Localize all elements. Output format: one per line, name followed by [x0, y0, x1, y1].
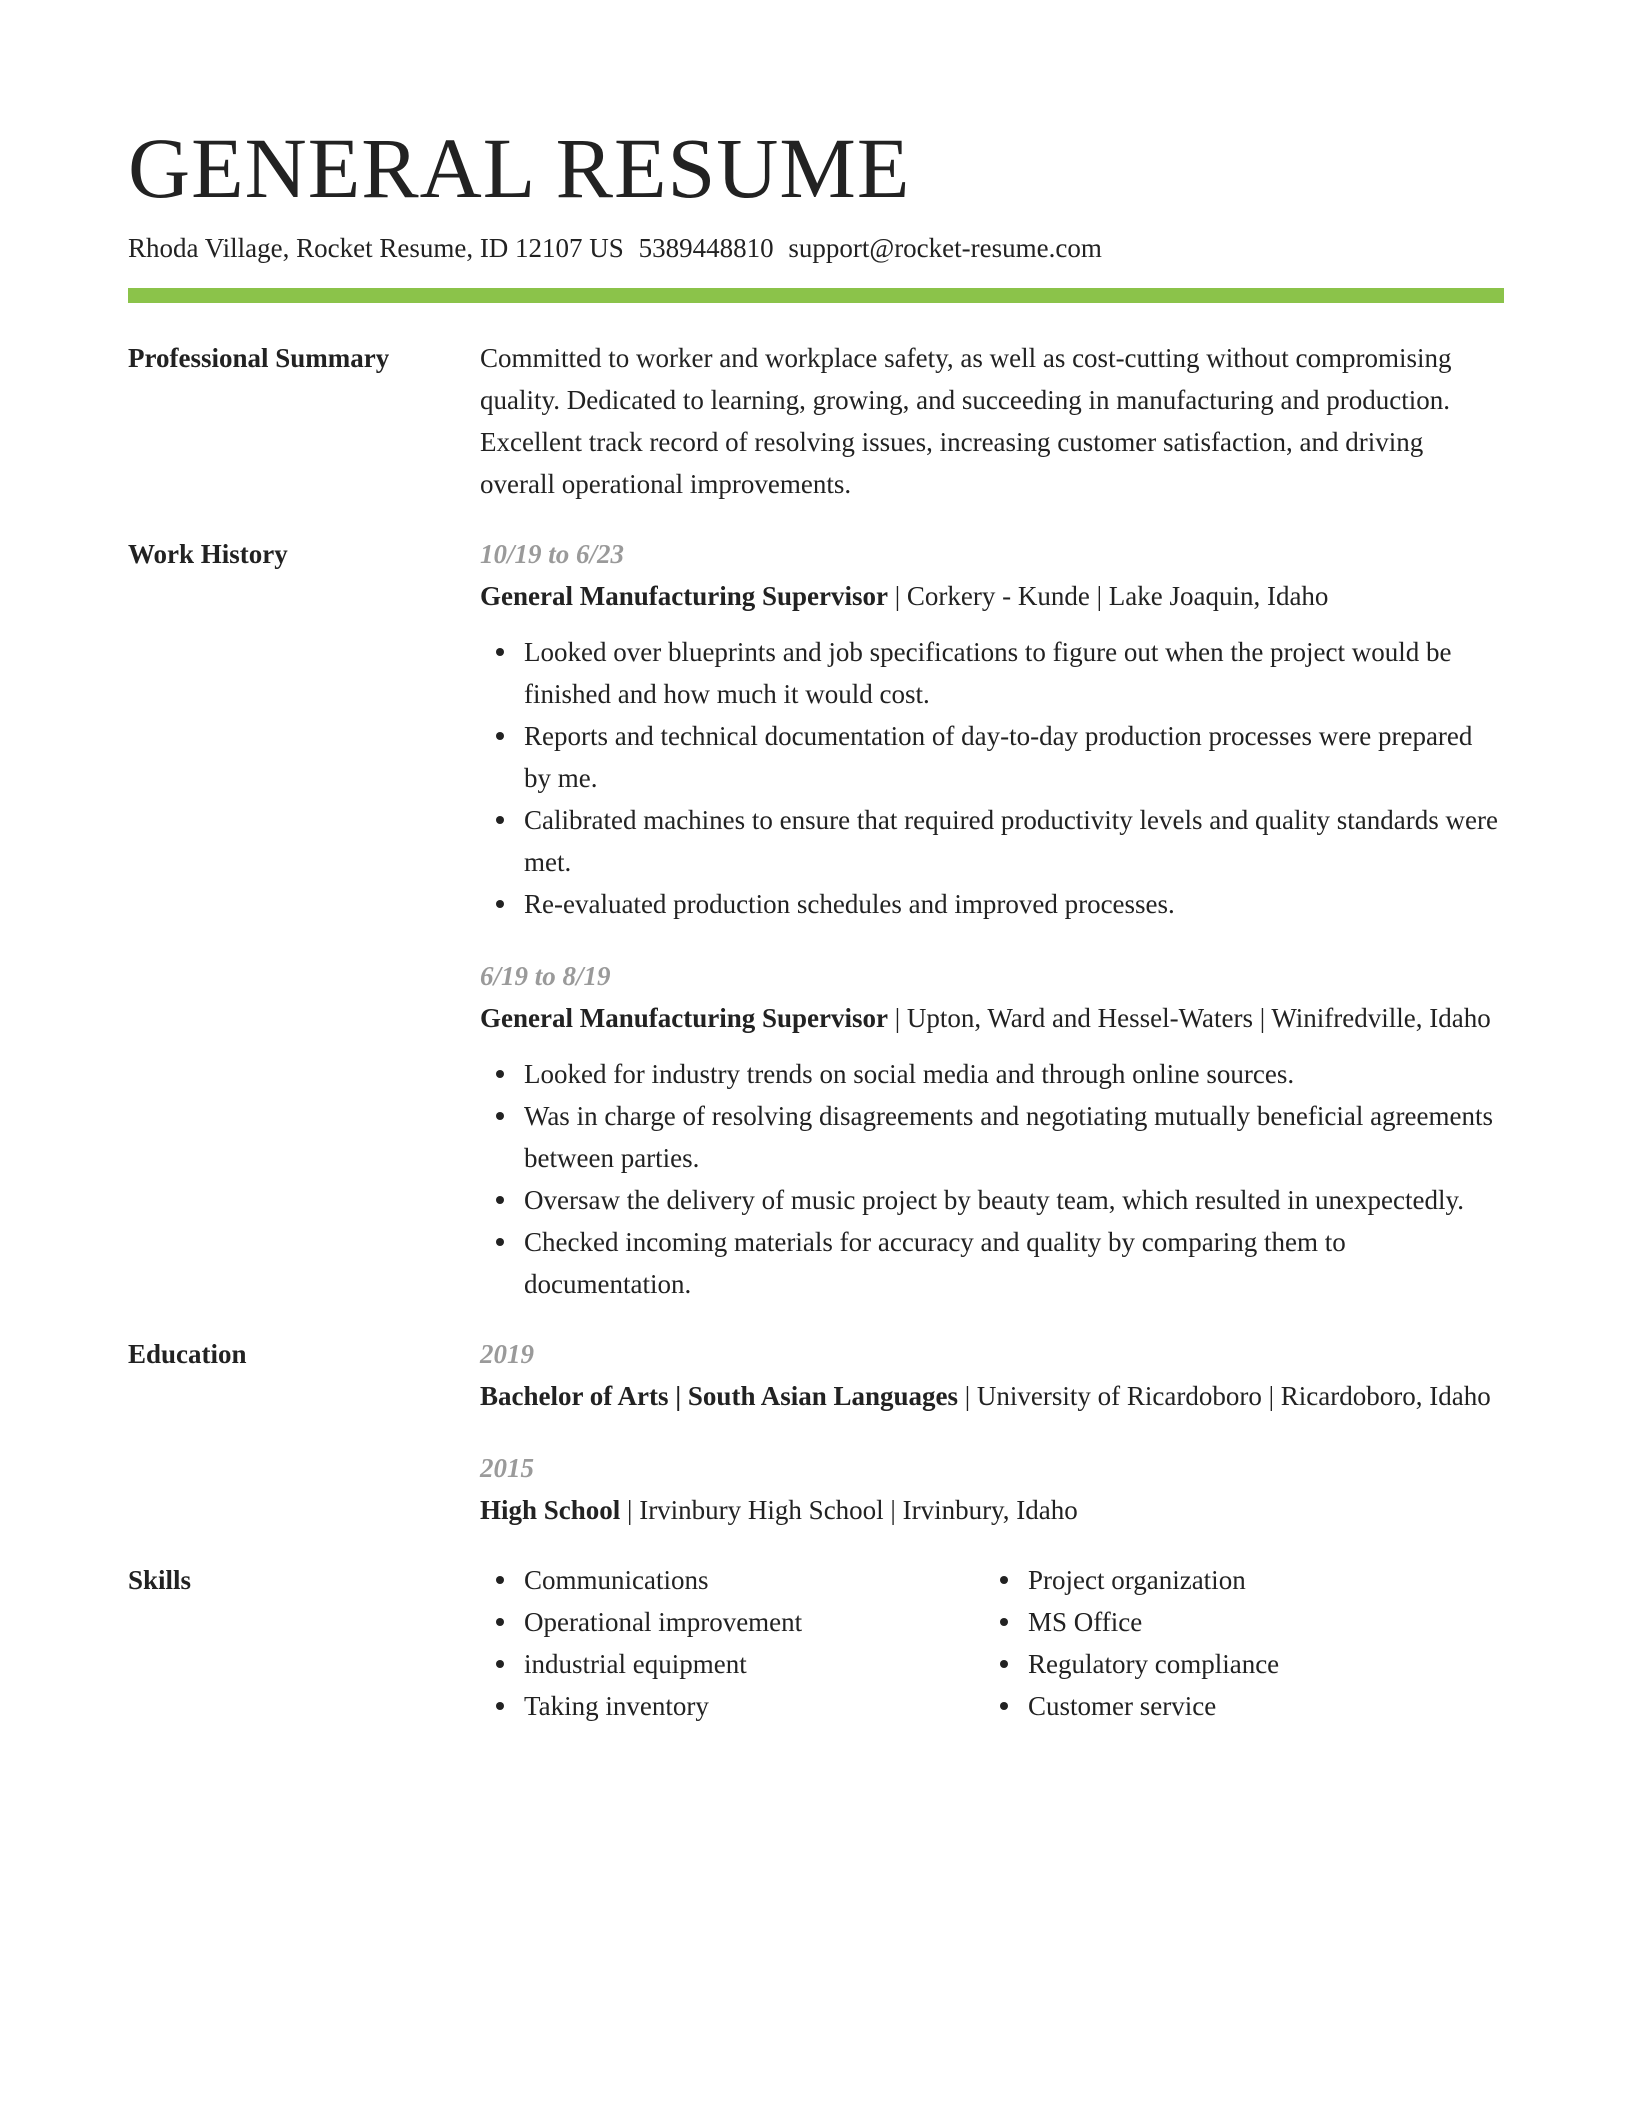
job-title-line [480, 997, 1504, 1039]
job-dates: 10/19 to 6/23 [480, 539, 625, 569]
header-divider [128, 288, 1504, 303]
job-bullets [480, 1053, 1504, 1305]
job-dates: 6/19 to 8/19 [480, 961, 611, 991]
education-section [128, 1333, 1504, 1531]
contact-phone: 5389448810 [638, 233, 774, 263]
skill-item: Operational improvement [524, 1601, 984, 1643]
education-entry [480, 1447, 1504, 1531]
skills-section [128, 1559, 1504, 1727]
job-title-line [480, 575, 1504, 617]
job-details: | Corkery - Kunde | Lake Joaquin, Idaho [887, 581, 1329, 611]
skill-item: Taking inventory [524, 1685, 984, 1727]
job-bullet: Looked for industry trends on social media and through online sources. [524, 1053, 1504, 1095]
education-degree: High School [480, 1495, 621, 1525]
job-title: General Manufacturing Supervisor [480, 1003, 888, 1033]
job-bullet: Checked incoming materials for accuracy and quality by comparing them to documentation. [524, 1221, 1504, 1305]
work-history-heading: Work History [128, 539, 288, 569]
job-bullet: Re-evaluated production schedules and improved processes. [524, 883, 1504, 925]
skill-item: Project organization [1028, 1559, 1488, 1601]
education-details: | Irvinbury High School | Irvinbury, Idaho [620, 1495, 1078, 1525]
job-bullet: Oversaw the delivery of music project by beauty team, which resulted in unexpectedly. [524, 1179, 1504, 1221]
education-year: 2019 [480, 1339, 534, 1369]
skill-item: Communications [524, 1559, 984, 1601]
skills-list [480, 1559, 984, 1727]
skill-item: Regulatory compliance [1028, 1643, 1488, 1685]
summary-text: Committed to worker and workplace safety, as well as cost-cutting without compromising quality. Dedicated to learning, growing, and succeeding in manufacturing and production. Excellent track record of resolving issues, increasing customer satisfaction, and driving overall operational improvements. [480, 343, 1452, 499]
work-history-section [128, 533, 1504, 1305]
education-body [480, 1333, 1504, 1531]
contact-address: Rhoda Village, Rocket Resume, ID 12107 US [128, 233, 624, 263]
resume-title: GENERAL RESUME [128, 120, 911, 216]
skills-column-left [480, 1559, 984, 1727]
contact-line [128, 230, 1504, 266]
contact-email: support@rocket-resume.com [788, 233, 1102, 263]
education-degree: Bachelor of Arts | South Asian Languages [480, 1381, 959, 1411]
job-bullets [480, 631, 1504, 925]
work-history-body [480, 533, 1504, 1305]
skill-item: Customer service [1028, 1685, 1488, 1727]
education-heading: Education [128, 1339, 247, 1369]
skills-heading: Skills [128, 1565, 192, 1595]
education-year: 2015 [480, 1453, 534, 1483]
skill-item: industrial equipment [524, 1643, 984, 1685]
summary-body [480, 337, 1504, 505]
skills-list [984, 1559, 1488, 1727]
job-bullet: Reports and technical documentation of day-to-day production processes were prepared by me. [524, 715, 1504, 799]
skills-body [480, 1559, 1504, 1727]
job-entry [480, 955, 1504, 1305]
job-title: General Manufacturing Supervisor [480, 581, 888, 611]
job-details: | Upton, Ward and Hessel-Waters | Winifredville, Idaho [887, 1003, 1491, 1033]
skills-grid [480, 1559, 1504, 1727]
education-line [480, 1489, 1504, 1531]
skills-column-right [984, 1559, 1488, 1727]
education-entry [480, 1333, 1504, 1417]
job-bullet: Calibrated machines to ensure that required productivity levels and quality standards were met. [524, 799, 1504, 883]
education-details: | University of Ricardoboro | Ricardoboro, Idaho [958, 1381, 1491, 1411]
job-bullet: Was in charge of resolving disagreements and negotiating mutually beneficial agreements between parties. [524, 1095, 1504, 1179]
summary-heading: Professional Summary [128, 343, 390, 373]
education-line [480, 1375, 1504, 1417]
summary-section [128, 337, 1504, 505]
skill-item: MS Office [1028, 1601, 1488, 1643]
job-bullet: Looked over blueprints and job specifications to figure out when the project would be finished and how much it would cost. [524, 631, 1504, 715]
job-entry [480, 533, 1504, 925]
